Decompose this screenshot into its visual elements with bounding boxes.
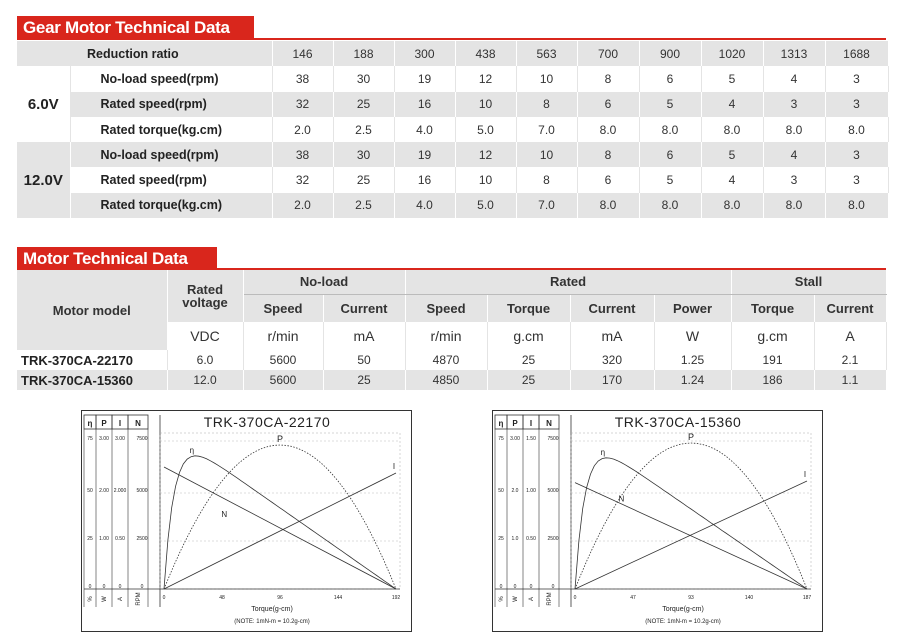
chart-note: (NOTE: 1mN-m = 10.2g-cm)	[645, 619, 721, 625]
motor-unit-cell: g.cm	[731, 322, 814, 350]
efficiency-curve-eta	[164, 456, 396, 589]
gear-value-cell: 38	[272, 66, 333, 91]
motor-subheader: Speed	[243, 294, 323, 322]
gear-value-cell: 3	[763, 167, 825, 192]
motor-subheader: Current	[814, 294, 886, 322]
motor-value-cell: 25	[487, 370, 570, 390]
chart-axis-tick: 7500	[136, 436, 148, 442]
stall-group-header: Stall	[731, 270, 886, 294]
gear-value-cell: 32	[272, 167, 333, 192]
chart-x-tick: 96	[277, 595, 283, 601]
chart-axis-tick: 3.00	[510, 436, 520, 442]
chart-axis-tick: 1.00	[99, 536, 109, 542]
gear-value-cell: 8	[516, 167, 577, 192]
gear-value-cell: 30	[333, 66, 394, 91]
gear-value-cell: 3	[825, 142, 888, 167]
gear-value-cell: 8.0	[825, 117, 888, 142]
chart-axis-tick: 3.00	[99, 436, 109, 442]
chart-col-header: P	[512, 419, 518, 428]
chart-col-header: η	[87, 419, 93, 428]
gear-value-cell: 8.0	[825, 193, 888, 218]
motor-value-cell: 320	[570, 350, 654, 370]
ratio-cell: 1020	[701, 41, 763, 66]
motor-section-title: Motor Technical Data	[17, 247, 217, 271]
motor-value-cell: 2.1	[814, 350, 886, 370]
motor-subheader: Speed	[405, 294, 487, 322]
gear-section-title: Gear Motor Technical Data	[17, 16, 254, 40]
gear-row	[17, 142, 888, 167]
gear-value-cell: 5	[701, 142, 763, 167]
gear-value-cell: 16	[394, 167, 455, 192]
chart-axis-tick: 0.50	[115, 536, 125, 542]
ratio-cell: 146	[272, 41, 333, 66]
curve-label-n: N	[618, 494, 625, 504]
chart-axis-tick: 0	[140, 584, 144, 590]
gear-value-cell: 8	[577, 142, 639, 167]
chart-axis-tick: 0	[529, 584, 533, 590]
motor-subheader: Torque	[731, 294, 814, 322]
efficiency-curve-eta	[575, 458, 807, 589]
chart-unit-label: RPM	[136, 592, 142, 606]
gear-value-cell: 19	[394, 142, 455, 167]
chart-axis-tick: 2.000	[113, 488, 127, 494]
rated-group-header: Rated	[405, 270, 731, 294]
chart-col-header: I	[118, 419, 122, 428]
motor-row	[17, 370, 886, 390]
gear-value-cell: 3	[825, 66, 888, 91]
gear-value-cell: 8	[516, 92, 577, 117]
chart-axis-tick: 5000	[547, 488, 559, 494]
gear-row-label: Rated torque(kg.cm)	[70, 117, 272, 142]
chart-x-tick: 187	[802, 595, 812, 601]
motor-model-name: TRK-370CA-22170	[17, 350, 167, 370]
gear-value-cell: 12	[455, 142, 516, 167]
gear-row	[17, 117, 888, 142]
voltage-label: 12.0V	[17, 142, 70, 218]
chart-x-tick: 192	[391, 595, 401, 601]
chart-axis-tick: 0	[102, 584, 106, 590]
chart-2-svg	[493, 411, 824, 633]
gear-value-cell: 6	[639, 66, 701, 91]
gear-value-cell: 6	[577, 167, 639, 192]
gear-value-cell: 8.0	[763, 193, 825, 218]
chart-axis-tick: 1.00	[526, 488, 536, 494]
chart-axis-tick: 1.0	[511, 536, 519, 542]
motor-value-cell: 1.24	[654, 370, 731, 390]
reduction-ratio-label: Reduction ratio	[17, 41, 272, 66]
gear-value-cell: 2.5	[333, 117, 394, 142]
curve-label-eta: η	[189, 446, 195, 455]
motor-row	[17, 350, 886, 370]
chart-axis-tick: 2500	[547, 536, 559, 542]
power-curve-P	[575, 443, 807, 589]
chart-unit-label: RPM	[547, 592, 553, 606]
voltage-label: 6.0V	[17, 66, 70, 142]
chart-axis-tick: 0	[499, 584, 503, 590]
chart-axis-tick: 0	[551, 584, 555, 590]
chart-axis-tick: 25	[87, 536, 93, 542]
gear-row	[17, 167, 888, 192]
chart-axis-tick: 1.50	[526, 436, 536, 442]
gear-value-cell: 4	[701, 167, 763, 192]
gear-value-cell: 12	[455, 66, 516, 91]
chart-axis-tick: 0.50	[526, 536, 536, 542]
ratio-cell: 1688	[825, 41, 888, 66]
gear-value-cell: 4.0	[394, 117, 455, 142]
motor-subheader: Current	[323, 294, 405, 322]
motor-value-cell: 4870	[405, 350, 487, 370]
motor-unit-cell: mA	[323, 322, 405, 350]
motor-data-table	[17, 270, 887, 390]
chart-x-label: Torque(g-cm)	[251, 606, 293, 613]
motor-subheader: Torque	[487, 294, 570, 322]
chart-axis-tick: 2.0	[511, 488, 519, 494]
motor-value-cell: 4850	[405, 370, 487, 390]
gear-value-cell: 25	[333, 92, 394, 117]
gear-value-cell: 4	[763, 142, 825, 167]
gear-value-cell: 8.0	[639, 193, 701, 218]
gear-value-cell: 3	[763, 92, 825, 117]
gear-row-label: No-load speed(rpm)	[70, 66, 272, 91]
motor-value-cell: 170	[570, 370, 654, 390]
gear-value-cell: 2.5	[333, 193, 394, 218]
gear-value-cell: 10	[516, 66, 577, 91]
gear-value-cell: 3	[825, 92, 888, 117]
chart-x-tick: 48	[219, 595, 225, 601]
gear-title-rule	[17, 38, 886, 40]
gear-value-cell: 4	[701, 92, 763, 117]
gear-row	[17, 92, 888, 117]
chart-axis-tick: 50	[498, 488, 504, 494]
gear-value-cell: 25	[333, 167, 394, 192]
chart-unit-label: %	[88, 596, 94, 602]
chart-unit-label: A	[118, 596, 124, 602]
gear-row	[17, 193, 888, 218]
chart-unit-label: W	[513, 596, 519, 602]
noload-group-header: No-load	[243, 270, 405, 294]
motor-value-cell: 191	[731, 350, 814, 370]
chart-unit-label: A	[529, 596, 535, 602]
gear-value-cell: 4.0	[394, 193, 455, 218]
chart-col-header: I	[529, 419, 533, 428]
current-curve-I	[164, 473, 396, 589]
gear-value-cell: 19	[394, 66, 455, 91]
ratio-cell: 1313	[763, 41, 825, 66]
motor-value-cell: 186	[731, 370, 814, 390]
chart-col-header: η	[498, 419, 504, 428]
motor-value-cell: 25	[487, 350, 570, 370]
chart-col-header: P	[101, 419, 107, 428]
ratio-cell: 438	[455, 41, 516, 66]
gear-value-cell: 4	[763, 66, 825, 91]
chart-axis-tick: 2.00	[99, 488, 109, 494]
chart-axis-tick: 0	[88, 584, 92, 590]
gear-value-cell: 8.0	[701, 193, 763, 218]
chart-axis-tick: 75	[87, 436, 93, 442]
chart-axis-tick: 3.00	[115, 436, 125, 442]
power-curve-P	[164, 445, 396, 589]
chart-axis-tick: 5000	[136, 488, 148, 494]
gear-value-cell: 2.0	[272, 117, 333, 142]
gear-value-cell: 6	[639, 142, 701, 167]
gear-value-cell: 7.0	[516, 117, 577, 142]
gear-value-cell: 6	[577, 92, 639, 117]
motor-unit-cell: W	[654, 322, 731, 350]
chart-note: (NOTE: 1mN-m = 10.2g-cm)	[234, 619, 310, 625]
gear-row-label: Rated torque(kg.cm)	[70, 193, 272, 218]
speed-curve-N	[164, 467, 396, 589]
gear-value-cell: 2.0	[272, 193, 333, 218]
chart-x-tick: 47	[630, 595, 636, 601]
rated-voltage-header: Rated voltage	[167, 270, 243, 322]
motor-subheader: Power	[654, 294, 731, 322]
gear-value-cell: 10	[455, 167, 516, 192]
chart-unit-label: W	[102, 596, 108, 602]
gear-value-cell: 5	[639, 167, 701, 192]
gear-row	[17, 66, 888, 91]
gear-value-cell: 10	[516, 142, 577, 167]
chart-axis-tick: 2500	[136, 536, 148, 542]
performance-chart-2	[492, 410, 823, 632]
gear-row-label: Rated speed(rpm)	[70, 167, 272, 192]
ratio-cell: 300	[394, 41, 455, 66]
gear-value-cell: 32	[272, 92, 333, 117]
chart-x-tick: 0	[573, 595, 577, 601]
motor-subheader: Current	[570, 294, 654, 322]
gear-value-cell: 8	[577, 66, 639, 91]
chart-axis-tick: 0	[513, 584, 517, 590]
gear-value-cell: 5.0	[455, 193, 516, 218]
motor-model-name: TRK-370CA-15360	[17, 370, 167, 390]
chart-x-tick: 0	[162, 595, 166, 601]
motor-value-cell: 50	[323, 350, 405, 370]
motor-value-cell: 6.0	[167, 350, 243, 370]
motor-value-cell: 1.25	[654, 350, 731, 370]
motor-value-cell: 5600	[243, 350, 323, 370]
ratio-cell: 188	[333, 41, 394, 66]
motor-unit-cell: mA	[570, 322, 654, 350]
chart-axis-tick: 50	[87, 488, 93, 494]
reduction-ratio-row	[17, 41, 888, 66]
gear-value-cell: 10	[455, 92, 516, 117]
gear-value-cell: 8.0	[577, 117, 639, 142]
chart-x-tick: 140	[744, 595, 754, 601]
chart-1-svg	[82, 411, 413, 633]
gear-value-cell: 5.0	[455, 117, 516, 142]
chart-col-header: N	[546, 419, 552, 428]
gear-value-cell: 16	[394, 92, 455, 117]
curve-label-eta: η	[600, 448, 606, 457]
motor-unit-cell: g.cm	[487, 322, 570, 350]
motor-value-cell: 1.1	[814, 370, 886, 390]
curve-label-p: P	[687, 432, 695, 442]
chart-plot-frame	[571, 433, 811, 589]
curve-label-i: I	[803, 470, 807, 479]
gear-value-cell: 30	[333, 142, 394, 167]
chart-title: TRK-370CA-15360	[614, 414, 742, 430]
gear-value-cell: 8.0	[701, 117, 763, 142]
motor-value-cell: 12.0	[167, 370, 243, 390]
chart-unit-label: %	[499, 596, 505, 602]
chart-axis-tick: 75	[498, 436, 504, 442]
gear-value-cell: 3	[825, 167, 888, 192]
chart-x-label: Torque(g-cm)	[662, 606, 704, 613]
motor-unit-cell: r/min	[405, 322, 487, 350]
motor-model-header: Motor model	[17, 270, 167, 350]
chart-col-header: N	[135, 419, 141, 428]
gear-value-cell: 8.0	[763, 117, 825, 142]
chart-title: TRK-370CA-22170	[203, 414, 331, 430]
gear-value-cell: 7.0	[516, 193, 577, 218]
gear-value-cell: 8.0	[639, 117, 701, 142]
chart-plot-frame	[160, 433, 400, 589]
chart-axis-tick: 0	[118, 584, 122, 590]
chart-axis-tick: 7500	[547, 436, 559, 442]
gear-value-cell: 5	[701, 66, 763, 91]
ratio-cell: 700	[577, 41, 639, 66]
ratio-cell: 900	[639, 41, 701, 66]
ratio-cell: 563	[516, 41, 577, 66]
motor-unit-cell: VDC	[167, 322, 243, 350]
chart-axis-tick: 25	[498, 536, 504, 542]
gear-value-cell: 5	[639, 92, 701, 117]
gear-value-cell: 8.0	[577, 193, 639, 218]
gear-value-cell: 38	[272, 142, 333, 167]
motor-unit-cell: A	[814, 322, 886, 350]
motor-value-cell: 5600	[243, 370, 323, 390]
motor-value-cell: 25	[323, 370, 405, 390]
chart-x-tick: 144	[333, 595, 343, 601]
chart-x-tick: 93	[688, 595, 694, 601]
curve-label-p: P	[276, 434, 284, 444]
curve-label-n: N	[221, 509, 228, 519]
curve-label-i: I	[392, 462, 396, 471]
gear-row-label: No-load speed(rpm)	[70, 142, 272, 167]
motor-unit-cell: r/min	[243, 322, 323, 350]
gear-row-label: Rated speed(rpm)	[70, 92, 272, 117]
gear-data-table	[17, 41, 889, 218]
performance-chart-1	[81, 410, 412, 632]
